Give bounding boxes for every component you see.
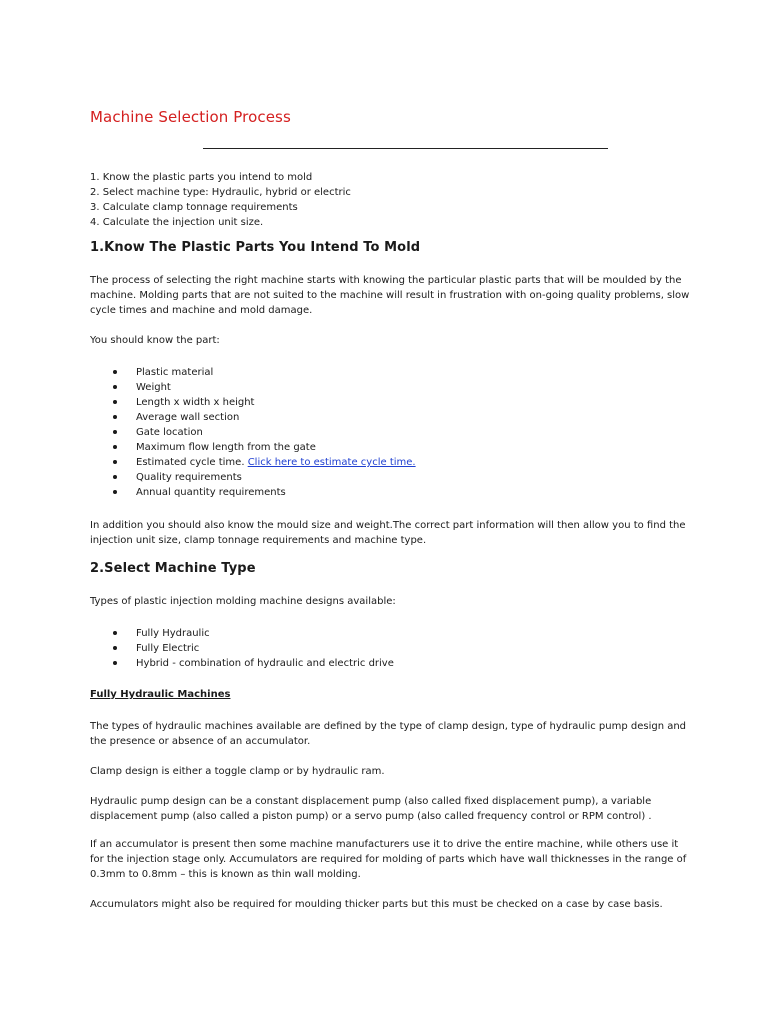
- title-divider: [203, 148, 608, 149]
- thicker-parts-paragraph: Accumulators might also be required for moulding thicker parts but this must be checked on a case by case basis.: [90, 899, 663, 910]
- bullet-icon: [113, 475, 117, 479]
- bullet-icon: [113, 661, 117, 665]
- section1-closing: In addition you should also know the mould size and weight.The correct part information will then allow you to find the injection unit size, clamp tonnage requirements and machine type.: [90, 520, 686, 546]
- list-item: Fully Electric: [110, 641, 394, 656]
- bullet-icon: [113, 400, 117, 404]
- bullet-icon: [113, 385, 117, 389]
- list-item: Gate location: [110, 425, 416, 440]
- bullet-icon: [113, 646, 117, 650]
- know-part-label: You should know the part:: [90, 335, 220, 346]
- page-title: Machine Selection Process: [90, 108, 291, 126]
- list-item: Average wall section: [110, 410, 416, 425]
- list-item: Estimated cycle time. Click here to estimate cycle time.: [110, 455, 416, 470]
- bullet-icon: [113, 490, 117, 494]
- hydraulic-paragraph: The types of hydraulic machines available are defined by the type of clamp design, type of hydraulic pump design and the presence or absence of an accumulator.: [90, 721, 687, 747]
- bullet-icon: [113, 415, 117, 419]
- list-item: Length x width x height: [110, 395, 416, 410]
- list-item: Fully Hydraulic: [110, 626, 394, 641]
- list-item: Quality requirements: [110, 470, 416, 485]
- list-item: Maximum flow length from the gate: [110, 440, 416, 455]
- estimate-cycle-time-link[interactable]: Click here to estimate cycle time.: [247, 457, 416, 468]
- accumulator-paragraph: If an accumulator is present then some machine manufacturers use it to drive the entire machine, while others use it for the injection stage only. Accumulators are required for molding of parts which have wall thicknesses in the range of 0.3mm to 0.8mm – this is known as thin wall molding.: [90, 839, 687, 880]
- section1-heading: 1.Know The Plastic Parts You Intend To Mold: [90, 240, 421, 255]
- list-item: Weight: [110, 380, 416, 395]
- step-item: 3. Calculate clamp tonnage requirements: [90, 202, 298, 213]
- list-item: Plastic material: [110, 365, 416, 380]
- hydraulic-machines-subheading: Fully Hydraulic Machines: [90, 689, 231, 700]
- section1-intro: The process of selecting the right machine starts with knowing the particular plastic parts that will be moulded by the machine. Molding parts that are not suited to the machine will result in frustration with on-going quality problems, slow cycle times and machine and mold damage.: [90, 275, 690, 316]
- list-item: Hybrid - combination of hydraulic and electric drive: [110, 656, 394, 671]
- machine-types-list: [110, 626, 394, 671]
- section2-heading: 2.Select Machine Type: [90, 561, 256, 576]
- bullet-icon: [113, 460, 117, 464]
- part-requirements-list: [110, 365, 416, 500]
- list-item: Annual quantity requirements: [110, 485, 416, 500]
- clamp-design-paragraph: Clamp design is either a toggle clamp or by hydraulic ram.: [90, 766, 385, 777]
- pump-design-paragraph: Hydraulic pump design can be a constant displacement pump (also called fixed displacement pump), a variable displacement pump (also called a piston pump) or a servo pump (also called frequency control or RPM control) .: [90, 796, 652, 822]
- bullet-icon: [113, 631, 117, 635]
- bullet-icon: [113, 430, 117, 434]
- section2-intro: Types of plastic injection molding machine designs available:: [90, 596, 396, 607]
- step-item: 4. Calculate the injection unit size.: [90, 217, 264, 228]
- bullet-icon: [113, 370, 117, 374]
- step-item: 2. Select machine type: Hydraulic, hybrid or electric: [90, 187, 351, 198]
- step-item: 1. Know the plastic parts you intend to mold: [90, 172, 313, 183]
- bullet-icon: [113, 445, 117, 449]
- steps-list: [90, 170, 351, 230]
